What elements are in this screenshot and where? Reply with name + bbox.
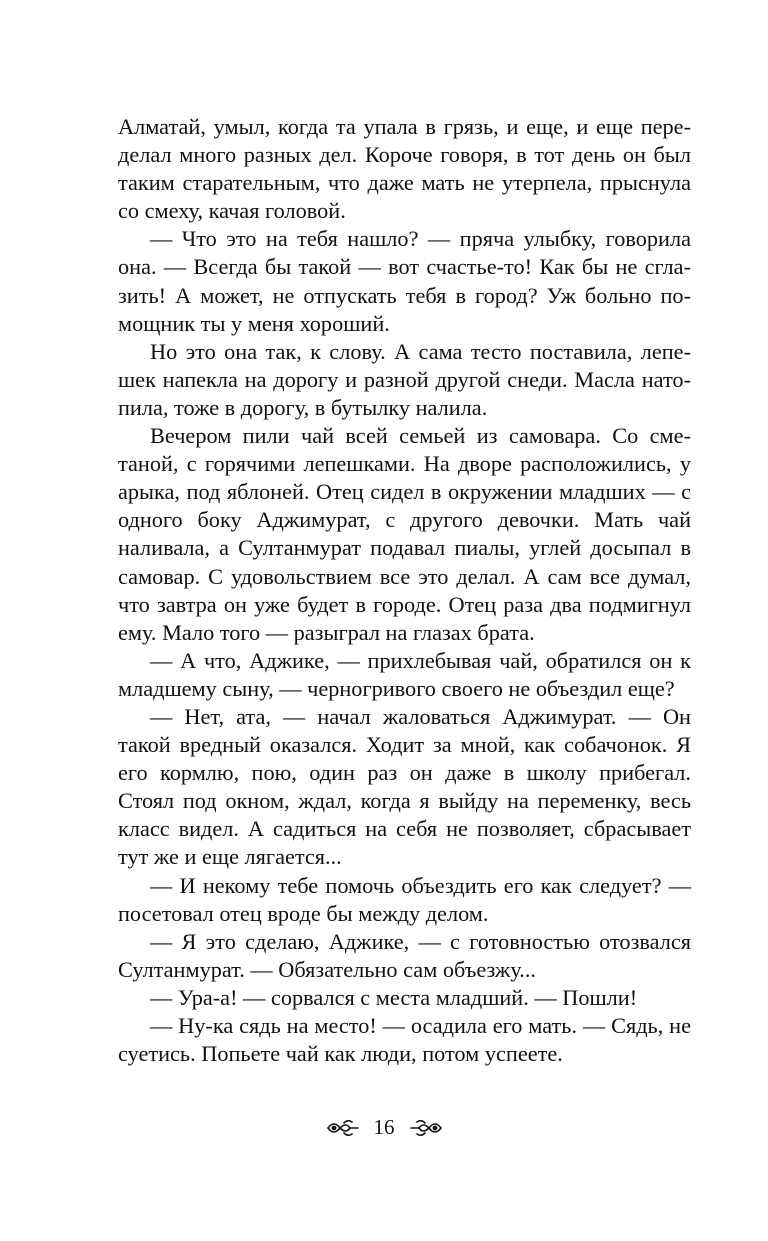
ornament-right-icon: [409, 1118, 443, 1138]
paragraph-7: — И некому тебе помочь объездить его как следует? — посетовал отец вроде бы между делом.: [118, 872, 691, 926]
page-body: [118, 113, 691, 1068]
paragraph-9: — Ура-а! — сорвался с места младший. — Пошли!: [150, 984, 638, 1010]
paragraph-4: Вечером пили чай всей семьей из самовара. Со сметаной, с горячими лепешками. На дворе расположились, у арыка, под яблоней. Отец сидел в окружении младших — с одного боку Аджимурат, с другого девочки. Мать чай наливала, а Султанмурат подавал пиалы, углей досыпал в самовар. С удовольствием все это делал. А сам все думал, что завтра он уже будет в городе. Отец раза два подмигнул ему. Мало того — разыграл на глазах брата.: [118, 423, 691, 645]
paragraph-8: — Я это сделаю, Аджике, — с готовностью отозвался Султанмурат. — Обязательно сам объезжу...: [118, 928, 691, 982]
page-number: 16: [373, 1115, 395, 1139]
page-footer: [0, 1115, 768, 1140]
paragraph-1: Алматай, умыл, когда та упала в грязь, и еще, и еще переделал много разных дел. Короче говоря, в тот день он был таким старательным, что даже мать не утерпела, прыснула со смеху, качая головой.: [118, 114, 691, 224]
paragraph-3: Но это она так, к слову. А сама тесто поставила, лепешек напекла на дорогу и разной другой снеди. Масла натопила, тоже в дорогу, в бутылку налила.: [118, 338, 691, 420]
paragraph-5: — А что, Аджике, — прихлебывая чай, обратился он к младшему сыну, — черногривого своего не объездил еще?: [118, 647, 691, 701]
paragraph-6: — Нет, ата, — начал жаловаться Аджимурат. — Он такой вредный оказался. Ходит за мной, как собачонок. Я его кормлю, пою, один раз он даже в школу прибегал. Стоял под окном, ждал, когда я выйду на переменку, весь класс видел. А садиться на себя не позволяет, сбрасывает тут же и еще лягается...: [118, 703, 691, 870]
paragraph-2: — Что это на тебя нашло? — пряча улыбку, говорила она. — Всегда бы такой — вот счастье-то! Как бы не сглазить! А может, не отпускать тебя в город? Уж больно помощник ты у меня хороший.: [118, 226, 691, 336]
paragraph-10: — Ну-ка сядь на место! — осадила его мать. — Сядь, не суетись. Попьете чай как люди, потом успеете.: [118, 1013, 691, 1067]
ornament-left-icon: [326, 1118, 360, 1138]
